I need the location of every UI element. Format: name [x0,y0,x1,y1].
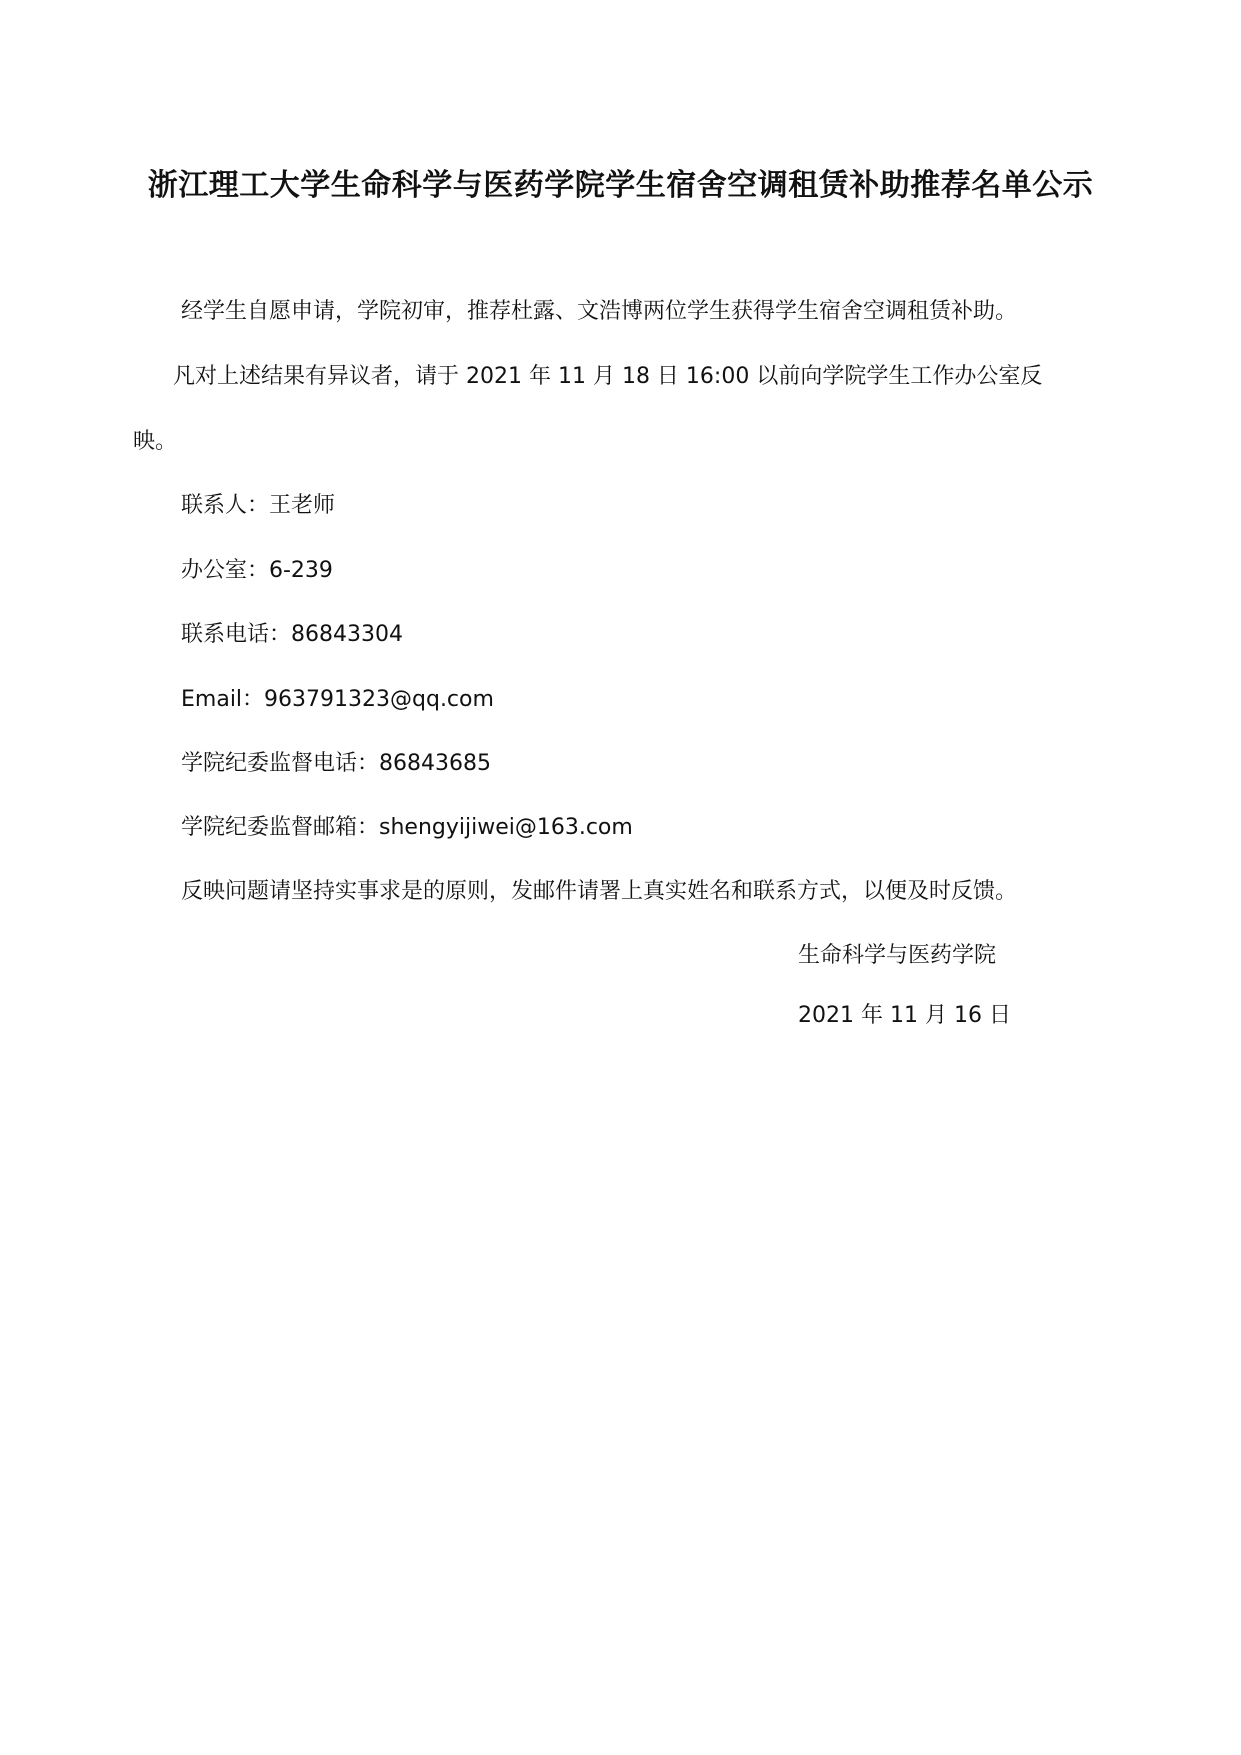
contact-email: Email：963791323@qq.com [181,687,494,712]
signature-date: 2021 年 11 月 16 日 [798,1003,1011,1028]
paragraph-objection-line1: 凡对上述结果有异议者，请于 2021 年 11 月 18 日 16:00 以前向学院学生工作办公室反 [173,364,1043,389]
paragraph-objection-line2: 映。 [133,429,178,454]
supervision-email: 学院纪委监督邮箱：shengyijiwei@163.com [181,815,633,840]
reminder-paragraph: 反映问题请坚持实事求是的原则，发邮件请署上真实姓名和联系方式，以便及时反馈。 [181,879,1018,904]
supervision-phone: 学院纪委监督电话：86843685 [181,751,491,776]
contact-phone: 联系电话：86843304 [181,622,403,647]
signature-organization: 生命科学与医药学院 [798,943,997,968]
contact-person: 联系人：王老师 [181,493,336,518]
document-title: 浙江理工大学生命科学与医药学院学生宿舍空调租赁补助推荐名单公示 [147,168,1094,203]
office-number: 办公室：6-239 [181,558,333,583]
paragraph-recommendation: 经学生自愿申请，学院初审，推荐杜露、文浩博两位学生获得学生宿舍空调租赁补助。 [181,299,1018,324]
